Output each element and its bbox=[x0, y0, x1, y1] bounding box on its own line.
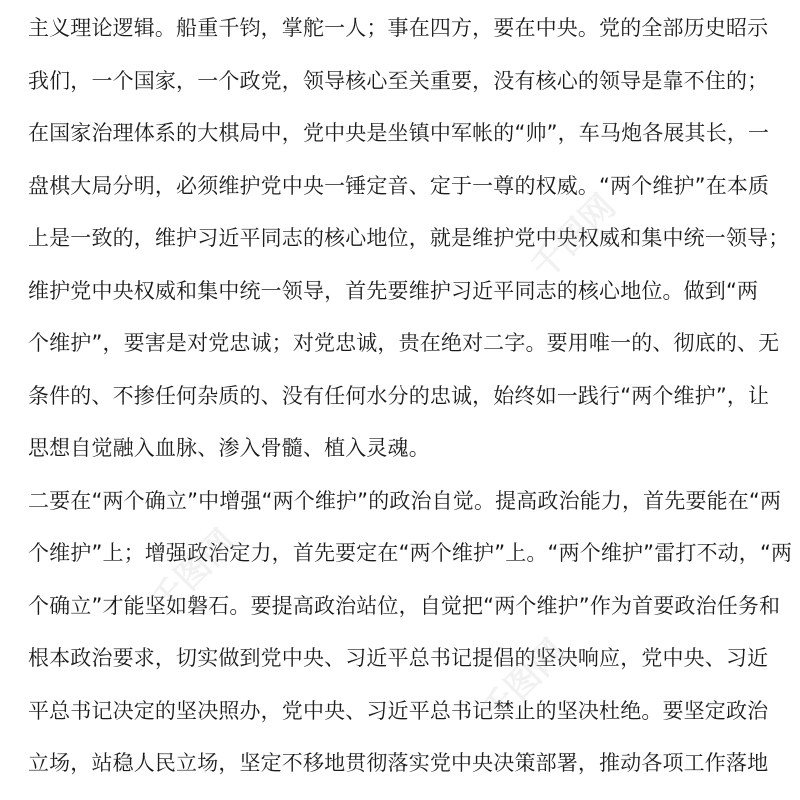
text-line-12: 个确立”才能坚如磐石。要提高政治站位，自觉把“两个维护”作为首要政治任务和 bbox=[28, 593, 781, 618]
watermark: 千图网 bbox=[523, 186, 624, 288]
text-line-9: 思想自觉融入血脉、渗入骨髓、植入灵魂。 bbox=[28, 436, 430, 460]
text-line-6: 维护党中央权威和集中统一领导，首先要维护习近平同志的核心地位。做到“两 bbox=[28, 278, 759, 303]
text-line-2: 我们，一个国家，一个政党，领导核心至关重要，没有核心的领导是靠不住的； bbox=[28, 68, 769, 93]
text-line-1: 主义理论逻辑。船重千钧，掌舵一人；事在四方，要在中央。党的全部历史昭示 bbox=[28, 16, 769, 40]
text-line-10: 二要在“两个确立”中增强“两个维护”的政治自觉。提高政治能力，首先要能在“两 bbox=[28, 488, 782, 513]
document-body bbox=[28, 8, 793, 796]
text-line-3: 在国家治理体系的大棋局中，党中央是坐镇中军帐的“帅”，车马炮各展其长，一 bbox=[28, 121, 770, 145]
watermark: 千图网 bbox=[143, 521, 244, 623]
watermark: 千图网 bbox=[473, 631, 574, 733]
text-line-14: 平总书记决定的坚决照办，党中央、习近平总书记禁止的坚决杜绝。要坚定政治 bbox=[28, 698, 769, 723]
text-line-13: 根本政治要求，切实做到党中央、习近平总书记提倡的坚决响应，党中央、习近 bbox=[28, 646, 769, 670]
text-line-4: 盘棋大局分明，必须维护党中央一锤定音、定于一尊的权威。“两个维护”在本质 bbox=[28, 173, 770, 198]
text-line-7: 个维护”，要害是对党忠诚；对党忠诚，贵在绝对二字。要用唯一的、彻底的、无 bbox=[28, 331, 780, 355]
text-line-15: 立场，站稳人民立场，坚定不移地贯彻落实党中央决策部署，推动各项工作落地 bbox=[28, 751, 769, 775]
text-line-11: 个维护”上；增强政治定力，首先要定在“两个维护”上。“两个维护”雷打不动，“两 bbox=[28, 541, 793, 565]
text-line-8: 条件的、不掺任何杂质的、没有任何水分的忠诚，始终如一践行“两个维护”，让 bbox=[28, 383, 770, 408]
text-line-5: 上是一致的，维护习近平同志的核心地位，就是维护党中央权威和集中统一领导； bbox=[28, 226, 790, 250]
